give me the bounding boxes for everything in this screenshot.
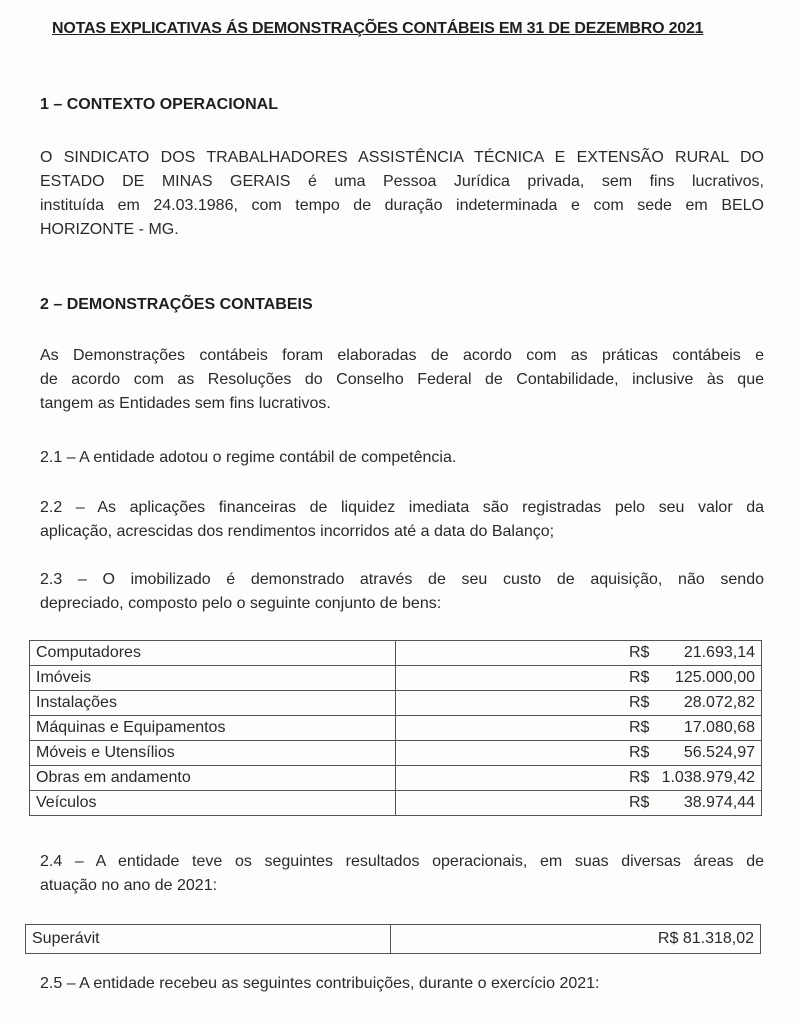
- paragraph-line: 2.4 – A entidade teve os seguintes resultados operacionais, em suas diversas áreas de: [40, 853, 764, 870]
- asset-name: Obras em andamento: [30, 766, 396, 791]
- paragraph-line: As Demonstrações contábeis foram elaboradas de acordo com as práticas contábeis e: [40, 347, 764, 364]
- asset-value: [396, 766, 762, 791]
- asset-amount: 56.524,97: [683, 744, 755, 761]
- currency-symbol: R$: [629, 744, 650, 761]
- paragraph-line: O SINDICATO DOS TRABALHADORES ASSISTÊNCIA TÉCNICA E EXTENSÃO RURAL DO: [40, 149, 764, 166]
- paragraph-line: depreciado, composto pelo o seguinte conjunto de bens:: [40, 595, 442, 612]
- paragraph-line: HORIZONTE - MG.: [40, 221, 179, 238]
- asset-name: Máquinas e Equipamentos: [30, 716, 396, 741]
- note-2-5: [40, 972, 764, 996]
- asset-amount: 17.080,68: [683, 719, 755, 736]
- table-row: [30, 666, 762, 691]
- result-value: R$ 81.318,02: [391, 925, 761, 954]
- asset-name: Imóveis: [30, 666, 396, 691]
- note-2-4: [40, 850, 764, 898]
- asset-value: [396, 716, 762, 741]
- asset-amount: 38.974,44: [683, 794, 755, 811]
- asset-amount: 21.693,14: [683, 644, 755, 661]
- paragraph-line: 2.5 – A entidade recebeu as seguintes contribuições, durante o exercício 2021:: [40, 975, 600, 992]
- table-row: [26, 925, 761, 954]
- fixed-assets-table: [29, 640, 762, 816]
- asset-amount: 28.072,82: [683, 694, 755, 711]
- paragraph-line: 2.3 – O imobilizado é demonstrado através de seu custo de aquisição, não sendo: [40, 571, 764, 588]
- asset-amount: 125.000,00: [674, 669, 755, 686]
- paragraph-line: de acordo com as Resoluções do Conselho Federal de Contabilidade, inclusive às que: [40, 371, 764, 388]
- asset-value: [396, 741, 762, 766]
- table-row: [30, 741, 762, 766]
- paragraph-line: instituída em 24.03.1986, com tempo de duração indeterminada e com sede em BELO: [40, 197, 764, 214]
- table-row: [30, 716, 762, 741]
- currency-symbol: R$: [629, 794, 650, 811]
- note-2-2: [40, 496, 764, 544]
- paragraph-line: atuação no ano de 2021:: [40, 877, 218, 894]
- section-1-heading: 1 – CONTEXTO OPERACIONAL: [40, 96, 278, 113]
- currency-symbol: R$: [629, 669, 650, 686]
- section-2-intro: [40, 344, 764, 416]
- asset-name: Computadores: [30, 641, 396, 666]
- operational-result-table: [25, 924, 761, 954]
- paragraph-line: 2.1 – A entidade adotou o regime contábil de competência.: [40, 449, 457, 466]
- section-2-heading: 2 – DEMONSTRAÇÕES CONTABEIS: [40, 296, 313, 313]
- note-2-3: [40, 568, 764, 616]
- paragraph-line: tangem as Entidades sem fins lucrativos.: [40, 395, 331, 412]
- result-name: Superávit: [26, 925, 391, 954]
- currency-symbol: R$: [629, 644, 650, 661]
- paragraph-line: ESTADO DE MINAS GERAIS é uma Pessoa Jurídica privada, sem fins lucrativos,: [40, 173, 764, 190]
- asset-name: Instalações: [30, 691, 396, 716]
- table-row: [30, 766, 762, 791]
- table-row: [30, 641, 762, 666]
- section-1-paragraph: [40, 146, 764, 242]
- asset-amount: 1.038.979,42: [661, 769, 755, 786]
- asset-value: [396, 666, 762, 691]
- paragraph-line: aplicação, acrescidas dos rendimentos incorridos até a data do Balanço;: [40, 523, 555, 540]
- asset-value: [396, 691, 762, 716]
- note-2-1: [40, 446, 764, 470]
- currency-symbol: R$: [629, 719, 650, 736]
- document-title: NOTAS EXPLICATIVAS ÁS DEMONSTRAÇÕES CONTÁBEIS EM 31 DE DEZEMBRO 2021: [52, 20, 704, 37]
- currency-symbol: R$: [629, 694, 650, 711]
- asset-name: Veículos: [30, 791, 396, 816]
- asset-name: Móveis e Utensílios: [30, 741, 396, 766]
- table-row: [30, 691, 762, 716]
- asset-value: [396, 641, 762, 666]
- currency-symbol: R$: [629, 769, 650, 786]
- asset-value: [396, 791, 762, 816]
- table-row: [30, 791, 762, 816]
- paragraph-line: 2.2 – As aplicações financeiras de liquidez imediata são registradas pelo seu valor da: [40, 499, 764, 516]
